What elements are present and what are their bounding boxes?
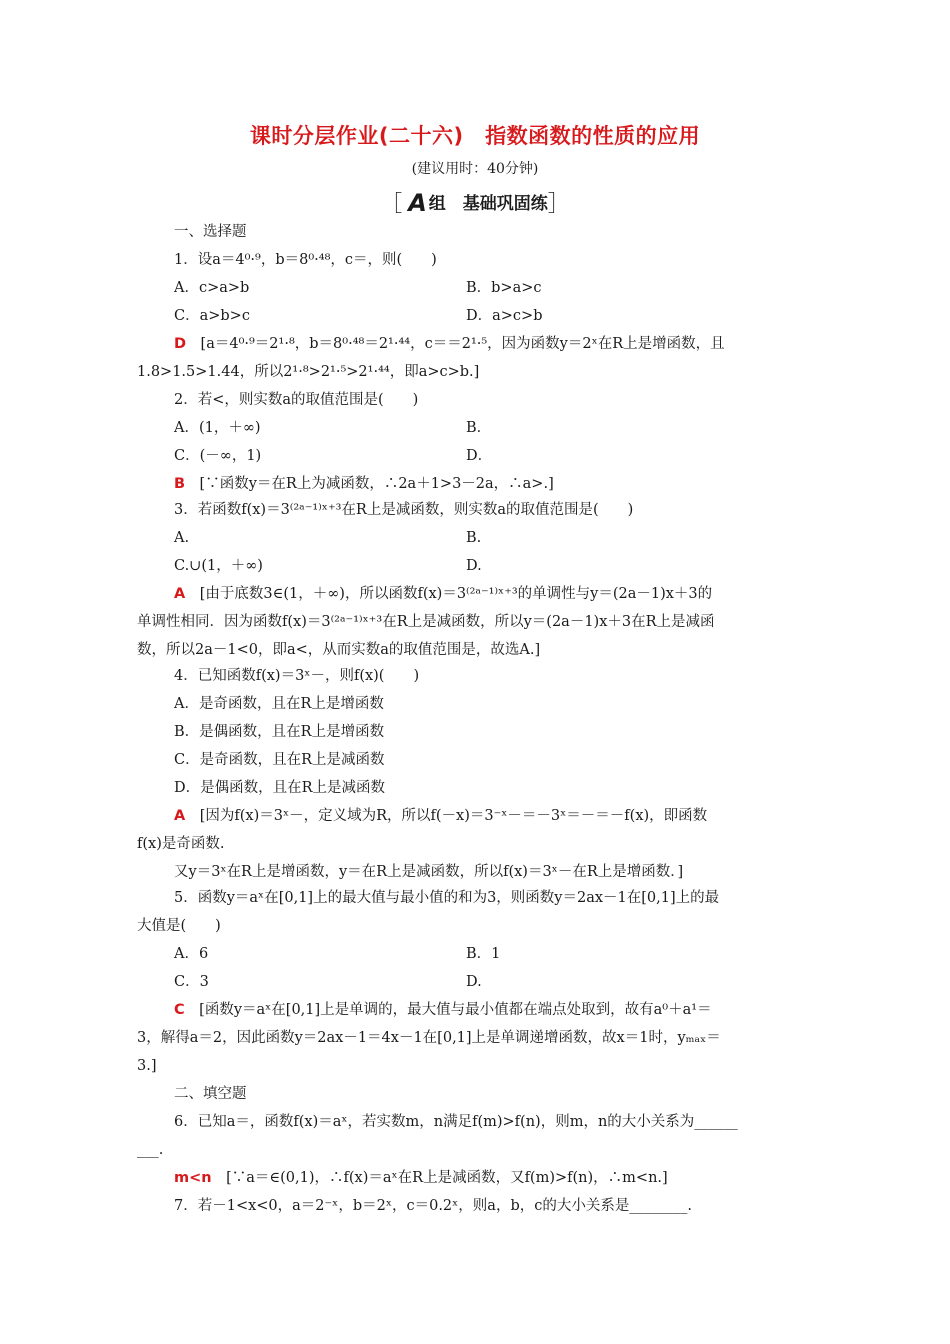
- group-label: 组 基础巩固练: [428, 194, 548, 214]
- line-text: B．: [466, 420, 492, 436]
- line-text: 2．若<，则实数a的取值范围是( ): [174, 392, 419, 408]
- text-line-sec2: [174, 1084, 247, 1104]
- text-line-a3: [174, 584, 712, 604]
- line-text: D．a>c>b: [466, 308, 543, 324]
- answer-key: B: [174, 476, 186, 492]
- line-text: D．: [466, 448, 493, 464]
- suggested-time: (建议用时：40分钟): [411, 161, 539, 177]
- line-text: A．6: [174, 946, 209, 962]
- text-line-a1b: [137, 362, 479, 382]
- line-text: 数，所以2a－1<0，即a<，从而实数a的取值范围是，故选A.]: [137, 642, 541, 658]
- line-text: [a＝4⁰·⁹＝2¹·⁸，b＝8⁰·⁴⁸＝2¹·⁴⁴，c＝＝2¹·⁵，因为函数y＝2ˣ在R上是增函数，且: [186, 336, 725, 352]
- answer-key: C: [174, 1002, 185, 1018]
- line-text: [因为f(x)＝3ˣ－，定义域为R，所以f(－x)＝3⁻ˣ－＝－3ˣ＝－＝－f(x)，即函数: [185, 808, 708, 824]
- line-text: [由于底数3∈(1，＋∞)，所以函数f(x)＝3⁽²ᵃ⁻¹⁾ˣ⁺³的单调性与y＝(2a－1)x＋3的: [185, 586, 713, 602]
- line-text: 3.]: [137, 1058, 157, 1074]
- line-text: 3．若函数f(x)＝3⁽²ᵃ⁻¹⁾ˣ⁺³在R上是减函数，则实数a的取值范围是( ): [174, 502, 634, 518]
- line-text: 1.8>1.5>1.44，所以2¹·⁸>2¹·⁵>2¹·⁴⁴，即a>c>b.]: [137, 364, 480, 380]
- text-line-a5b: [137, 1028, 721, 1048]
- answer-key: D: [174, 336, 187, 352]
- text-line-a1: [174, 334, 725, 354]
- line-text: A．(1，＋∞): [174, 420, 261, 436]
- line-text: A.: [174, 530, 190, 546]
- line-text: [∵函数y＝在R上为减函数，∴2a＋1>3－2a，∴a>.]: [185, 476, 554, 492]
- group-bracket-left: ［: [380, 192, 403, 217]
- line-text: [∵a＝∈(0,1)，∴f(x)＝aˣ在R上是减函数，又f(m)>f(n)，∴m<n.]: [211, 1170, 668, 1186]
- text-line-q2c: [174, 446, 261, 466]
- text-line-q1d: [466, 306, 542, 326]
- text-line-a2: [174, 474, 554, 494]
- text-line-a3b: [137, 612, 715, 632]
- text-line-q5a: [174, 944, 208, 964]
- text-line-a4: [174, 806, 707, 826]
- text-line-a6: [174, 1168, 668, 1188]
- answer-key: A: [174, 808, 186, 824]
- text-line-q4a: [174, 694, 384, 714]
- line-text: 1．设a＝4⁰·⁹，b＝8⁰·⁴⁸，c＝，则( ): [174, 252, 437, 268]
- line-text: C．a>b>c: [174, 308, 250, 324]
- group-bracket-right: ］: [547, 192, 570, 217]
- text-line-q3: [174, 500, 633, 520]
- line-text: 大值是( ): [137, 918, 221, 934]
- text-line-q7: [174, 1196, 692, 1216]
- text-line-q3c: [174, 556, 263, 576]
- text-line-sec1: [174, 222, 247, 242]
- line-text: C．是奇函数，且在R上是减函数: [174, 752, 385, 768]
- text-line-a5: [174, 1000, 712, 1020]
- answer-key: A: [174, 586, 186, 602]
- line-text: 一、选择题: [174, 224, 247, 240]
- line-text: 5．函数y＝aˣ在[0,1]上的最大值与最小值的和为3，则函数y＝2ax－1在[0,1]上的最: [174, 890, 720, 906]
- text-line-q2d: [466, 446, 492, 466]
- line-text: B．1: [466, 946, 501, 962]
- line-text: f(x)是奇函数.: [137, 836, 225, 852]
- text-line-q3b: [466, 528, 481, 548]
- text-line-a4c: [174, 862, 683, 882]
- text-line-q2: [174, 390, 418, 410]
- group-letter: A: [408, 189, 427, 217]
- line-text: D.: [466, 974, 482, 990]
- text-line-q5bb: [466, 944, 500, 964]
- line-text: 7．若－1<x<0，a＝2⁻ˣ，b＝2ˣ，c＝0.2ˣ，则a，b，c的大小关系是________.: [174, 1198, 692, 1214]
- line-text: [函数y＝aˣ在[0,1]上是单调的，最大值与最小值都在端点处取到，故有a⁰＋a¹＝: [184, 1002, 712, 1018]
- line-text: C．3: [174, 974, 209, 990]
- text-line-q1a: [174, 278, 249, 298]
- text-line-q4: [174, 666, 419, 686]
- text-line-q3d: [466, 556, 482, 576]
- text-line-q5c: [174, 972, 209, 992]
- text-line-q4b: [174, 722, 384, 742]
- text-line-q5d: [466, 972, 482, 992]
- page-title: 课时分层作业(二十六) 指数函数的性质的应用: [249, 124, 701, 148]
- text-line-q2a: [174, 418, 261, 438]
- text-line-q5: [174, 888, 719, 908]
- text-line-q3a: [174, 528, 189, 548]
- text-line-q1c: [174, 306, 250, 326]
- line-text: C．(－∞，1): [174, 448, 262, 464]
- line-text: D．是偶函数，且在R上是减函数: [174, 780, 386, 796]
- line-text: B.: [466, 530, 482, 546]
- text-line-q1: [174, 250, 437, 270]
- text-line-q4c: [174, 750, 385, 770]
- text-line-q2b: [466, 418, 491, 438]
- line-text: B．b>a>c: [466, 280, 542, 296]
- text-line-a4b: [137, 834, 224, 854]
- answer-key: m<n: [174, 1170, 212, 1186]
- text-line-q1b: [466, 278, 542, 298]
- line-text: A．c>a>b: [174, 280, 250, 296]
- group-heading: [0, 187, 950, 218]
- line-text: 4．已知函数f(x)＝3ˣ－，则f(x)( ): [174, 668, 420, 684]
- line-text: 6．已知a＝，函数f(x)＝aˣ，若实数m，n满足f(m)>f(n)，则m，n的大小关系为______: [174, 1114, 738, 1130]
- line-text: 3，解得a＝2，因此函数y＝2ax－1＝4x－1在[0,1]上是单调递增函数，故x＝1时，yₘₐₓ＝: [137, 1030, 721, 1046]
- line-text: 又y＝3ˣ在R上是增函数，y＝在R上是减函数，所以f(x)＝3ˣ－在R上是增函数．]: [174, 864, 684, 880]
- line-text: C.∪(1，＋∞): [174, 558, 263, 574]
- text-line-q4d: [174, 778, 385, 798]
- text-line-a3c: [137, 640, 540, 660]
- line-text: A．是奇函数，且在R上是增函数: [174, 696, 384, 712]
- text-line-a5c: [137, 1056, 157, 1076]
- text-line-q6b: [137, 1140, 163, 1160]
- line-text: D.: [466, 558, 482, 574]
- text-line-q5b: [137, 916, 221, 936]
- line-text: 单调性相同．因为函数f(x)＝3⁽²ᵃ⁻¹⁾ˣ⁺³在R上是减函数，所以y＝(2a－1)x＋3在R上是减函: [137, 614, 715, 630]
- line-text: ___.: [137, 1142, 164, 1158]
- line-text: B．是偶函数，且在R上是增函数: [174, 724, 385, 740]
- text-line-q6: [174, 1112, 738, 1132]
- line-text: 二、填空题: [174, 1086, 247, 1102]
